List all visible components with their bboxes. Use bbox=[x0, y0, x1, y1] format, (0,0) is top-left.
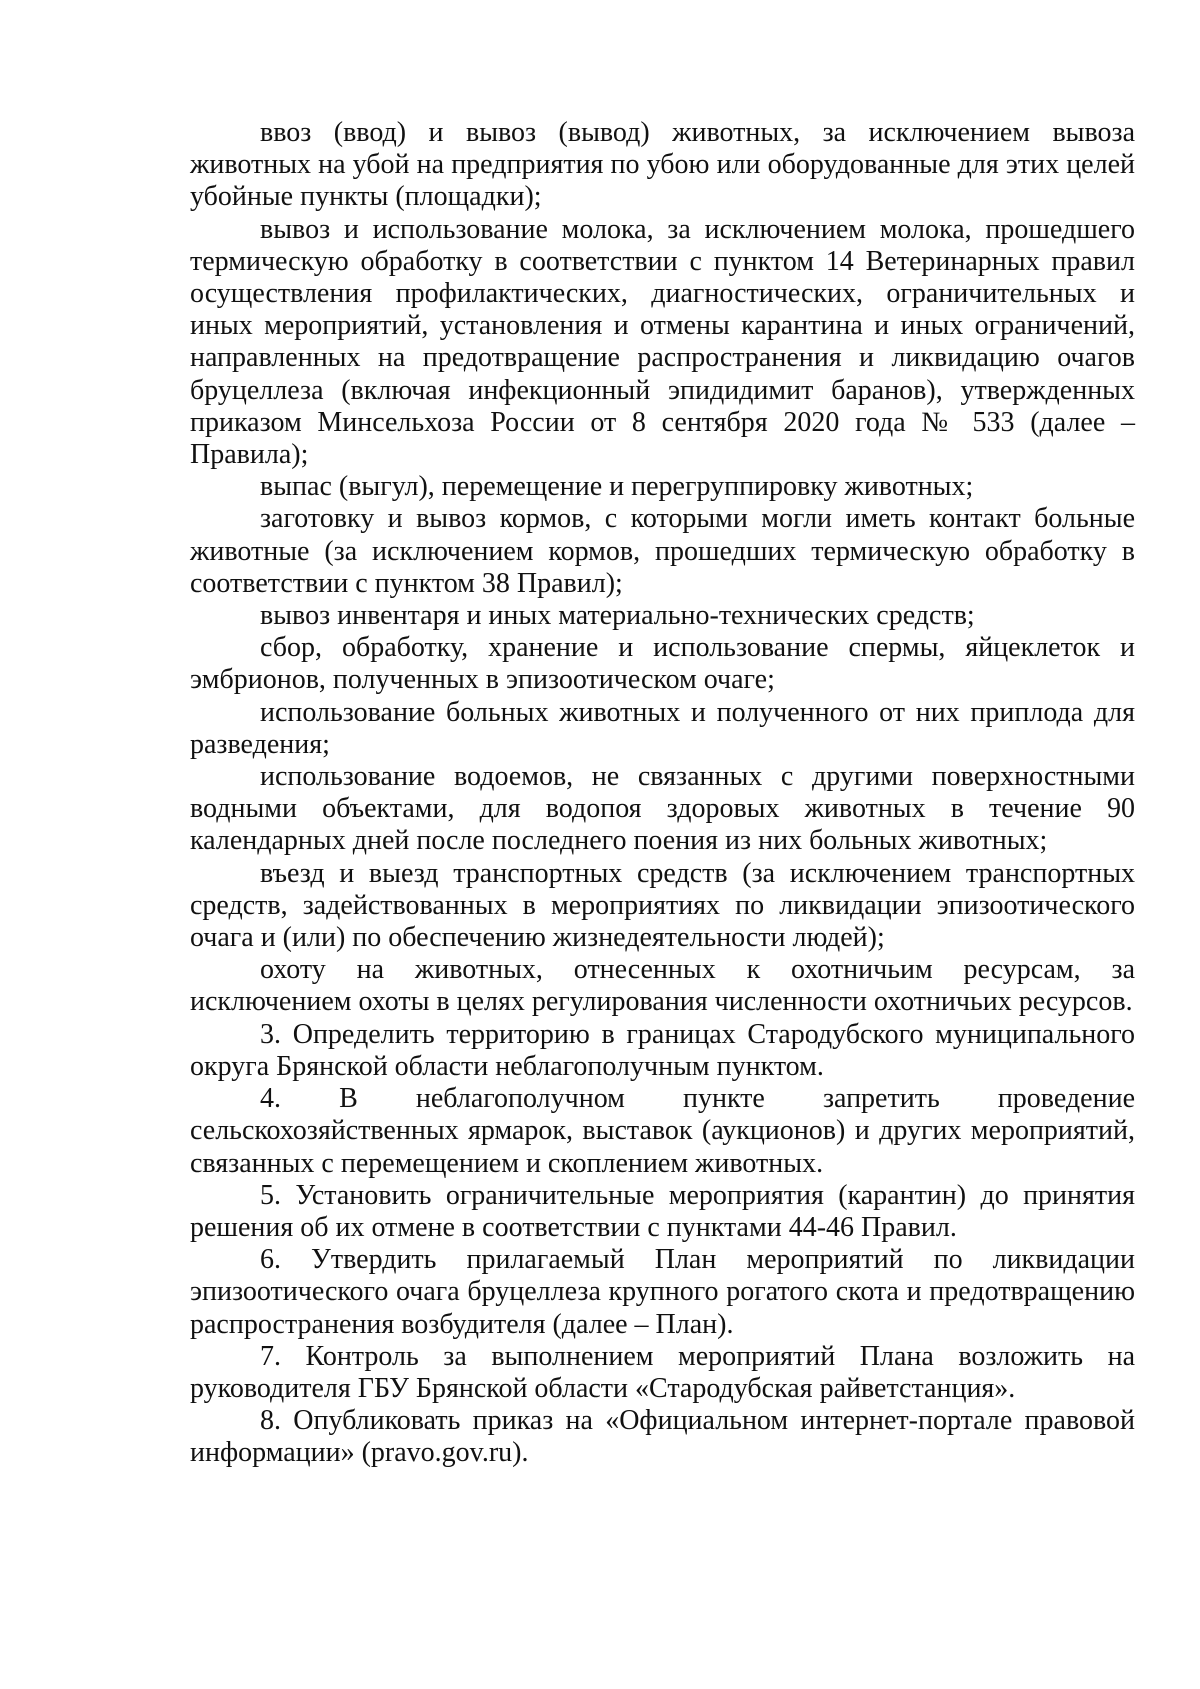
paragraph-breeding-use: использование больных животных и полученного от них приплода для разведения; bbox=[190, 696, 1135, 760]
paragraph-grazing: выпас (выгул), перемещение и перегруппировку животных; bbox=[260, 471, 974, 503]
paragraph-water-bodies: использование водоемов, не связанных с другими поверхностными водными объектами, для водопоя здоровых животных в течение 90 календарных дней после последнего поения из них больных животных; bbox=[190, 761, 1135, 857]
paragraph-item-3: 3. Определить территорию в границах Стародубского муниципального округа Брянской области неблагополучным пунктом. bbox=[190, 1018, 1135, 1082]
paragraph-feed-procurement: заготовку и вывоз кормов, с которыми могли иметь контакт больные животные (за исключением кормов, прошедших термическую обработку в соответствии с пунктом 38 Правил); bbox=[190, 503, 1135, 599]
paragraph-inventory-export: вывоз инвентаря и иных материально-технических средств; bbox=[260, 600, 975, 632]
paragraph-item-6: 6. Утвердить прилагаемый План мероприятий по ликвидации эпизоотического очага бруцеллеза крупного рогатого скота и предотвращению распространения возбудителя (далее – План). bbox=[190, 1244, 1135, 1340]
paragraph-item-4: 4. В неблагополучном пункте запретить проведение сельскохозяйственных ярмарок, выставок (аукционов) и других мероприятий, связанных с перемещением и скоплением животных. bbox=[190, 1083, 1135, 1179]
paragraph-item-5: 5. Установить ограничительные мероприятия (карантин) до принятия решения об их отмене в соответствии с пунктами 44-46 Правил. bbox=[190, 1179, 1135, 1243]
document-body bbox=[190, 117, 1135, 1470]
paragraph-hunting: охоту на животных, отнесенных к охотничьим ресурсам, за исключением охоты в целях регулирования численности охотничьих ресурсов. bbox=[190, 954, 1135, 1018]
paragraph-import-export-animals: ввоз (ввод) и вывоз (вывод) животных, за исключением вывоза животных на убой на предприятия по убою или оборудованные для этих целей убойные пункты (площадки); bbox=[190, 117, 1135, 213]
paragraph-sperm-embryos: сбор, обработку, хранение и использование спермы, яйцеклеток и эмбрионов, полученных в эпизоотическом очаге; bbox=[190, 632, 1135, 696]
paragraph-item-7: 7. Контроль за выполнением мероприятий Плана возложить на руководителя ГБУ Брянской области «Стародубская райветстанция». bbox=[190, 1340, 1135, 1404]
paragraph-vehicles: въезд и выезд транспортных средств (за исключением транспортных средств, задействованных в мероприятиях по ликвидации эпизоотического очага и (или) по обеспечению жизнедеятельности людей); bbox=[190, 857, 1135, 954]
paragraph-milk-export: вывоз и использование молока, за исключением молока, прошедшего термическую обработку в соответствии с пунктом 14 Ветеринарных правил осуществления профилактических, диагностических, ограничительных и иных мероприятий, установления и отмены карантина и иных ограничений, направленных на предотвращение распространения и ликвидацию очагов бруцеллеза (включая инфекционный эпидидимит баранов), утвержденных приказом Минсельхоза России от 8 сентября 2020 года № 533 (далее – Правила); bbox=[190, 213, 1135, 471]
paragraph-item-8: 8. Опубликовать приказ на «Официальном интернет-портале правовой информации» (pravo.gov.ru). bbox=[190, 1405, 1135, 1469]
